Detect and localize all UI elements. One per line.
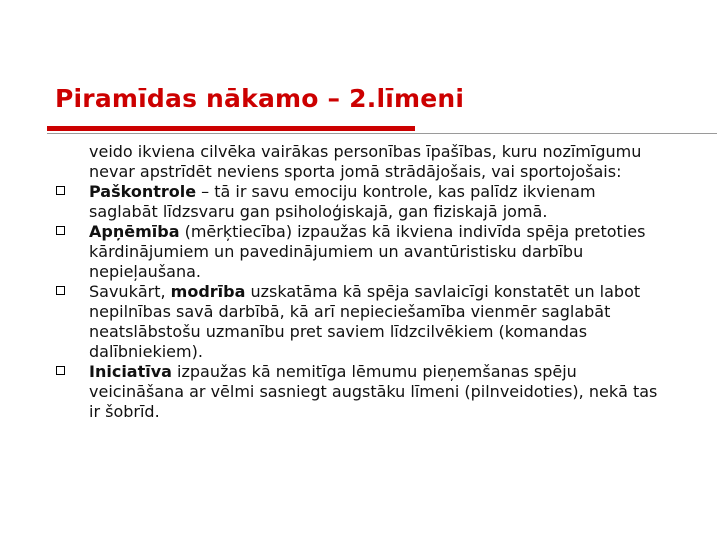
list-item-text: izpaužas kā nemitīga lēmumu pieņemšanas spēju veicināšana ar vēlmi sasniegt augstāku līmeni (pilnveidoties), nekā tas ir šobrīd.: [89, 362, 658, 421]
hollow-square-bullet-icon: [56, 186, 65, 195]
list-item-term: Apņēmība: [89, 222, 180, 241]
intro-paragraph: veido ikviena cilvēka vairākas personības īpašības, kuru nozīmīgumu nevar apstrīdēt neviens sporta jomā strādājošais, vai sportojošais:: [89, 142, 642, 181]
list-item: [0, 362, 720, 422]
list-item-term: Iniciatīva: [89, 362, 172, 381]
list-item-text: (mērķtiecība) izpaužas kā ikviena indivīda spēja pretoties kārdinājumiem un pavedinājumiem un avantūristisku darbību nepieļaušana.: [89, 222, 646, 281]
list-item-term: Paškontrole: [89, 182, 197, 201]
list-item-prefix: Savukārt,: [89, 282, 171, 301]
title-underline-rule: [47, 133, 717, 134]
list-item-text: – tā ir savu emociju kontrole, kas palīdz ikvienam saglabāt līdzsvaru gan psiholoģiskajā, gan fiziskajā jomā.: [89, 182, 596, 221]
hollow-square-bullet-icon: [56, 286, 65, 295]
slide-title: Piramīdas nākamo – 2.līmeni: [55, 84, 465, 113]
hollow-square-bullet-icon: [56, 226, 65, 235]
list-item-term: modrība: [170, 282, 246, 301]
title-underline-accent: [47, 126, 415, 131]
slide-body: [0, 142, 720, 422]
list-item: [0, 182, 720, 222]
list-item: [0, 282, 720, 362]
list-item: [0, 222, 720, 282]
hollow-square-bullet-icon: [56, 366, 65, 375]
list-item-text: uzskatāma kā spēja savlaicīgi konstatēt un labot nepilnības savā darbībā, kā arī nepieciešamība vienmēr saglabāt neatslābstošu uzmanību pret saviem līdzcilvēkiem (komandas dalībniekiem).: [89, 282, 641, 361]
